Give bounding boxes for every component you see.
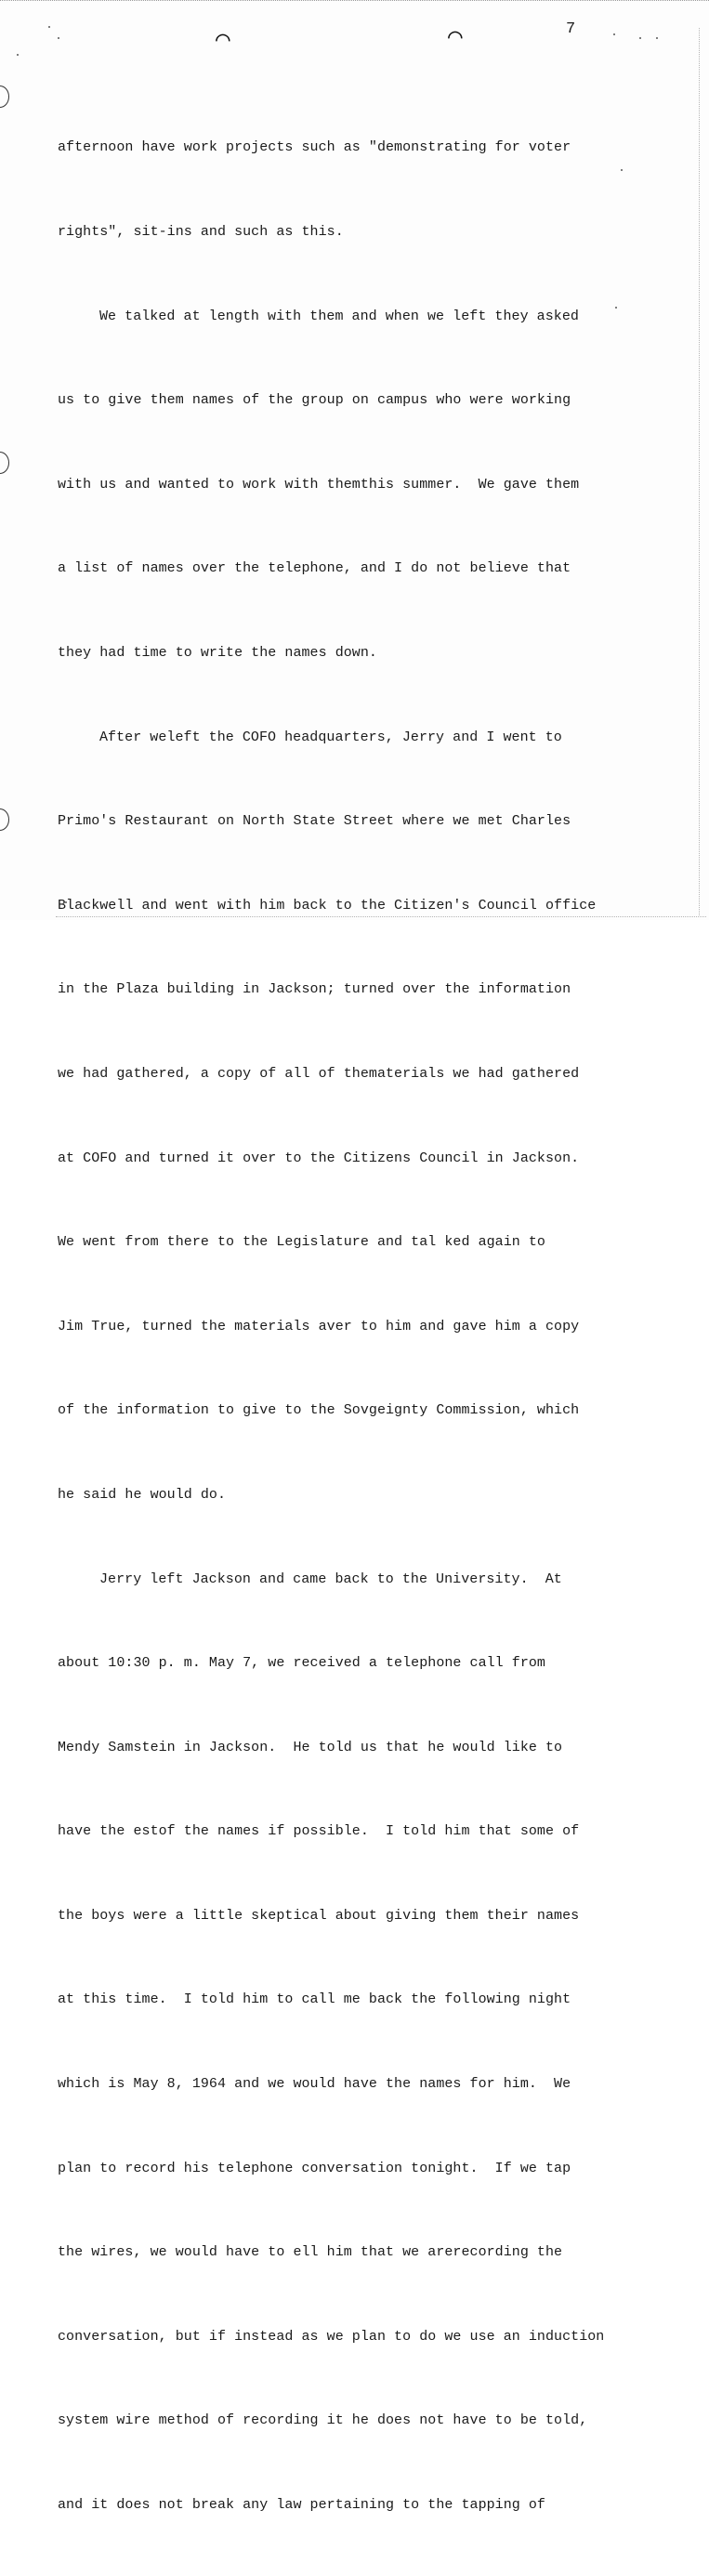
text-line: a list of names over the telephone, and I do not believe that xyxy=(58,560,571,577)
speck xyxy=(17,54,19,56)
text-line: Jim True, turned the materials aver to him and gave him a copy xyxy=(58,1318,580,1334)
text-line: us to give them names of the group on campus who were working xyxy=(58,392,571,409)
text-line: Blackwell and went with him back to the Citizen's Council office xyxy=(58,897,597,913)
text-line: the wires, we would have to ell him that we arerecording the xyxy=(58,2244,563,2261)
page-number: 7 xyxy=(566,20,576,38)
text-line: system wire method of recording it he does not have to be told, xyxy=(58,2412,588,2429)
staple-mark: ⌒ xyxy=(216,26,230,54)
text-line: plan to record his telephone conversation tonight. If we tap xyxy=(58,2160,571,2176)
text-line: they had time to write the names down. xyxy=(58,644,377,661)
speck xyxy=(48,26,50,28)
text-line: and it does not break any law pertaining to the tapping of xyxy=(58,2497,545,2514)
text-line: of the information to give to the Sovgeignty Commission, which xyxy=(58,1402,580,1419)
text-line: we had gathered, a copy of all of thematerials we had gathered xyxy=(58,1065,580,1082)
text-line: conversation, but if instead as we plan to do we use an induction xyxy=(58,2328,605,2345)
text-line: the boys were a little skeptical about giving them their names xyxy=(58,1907,580,1924)
top-edge-dots xyxy=(0,0,709,3)
text-line: which is May 8, 1964 and we would have the names for him. We xyxy=(58,2076,571,2093)
right-edge-line xyxy=(699,28,700,915)
text-line: Mendy Samstein in Jackson. He told us that he would like to xyxy=(58,1739,563,1755)
speck xyxy=(58,37,59,39)
text-line: afternoon have work projects such as "demonstrating for voter xyxy=(58,139,571,156)
text-line: have the estof the names if possible. I told him that some of xyxy=(58,1823,580,1840)
text-line: We talked at length with them and when we left they asked xyxy=(99,308,579,324)
text-line: Primo's Restaurant on North State Street where we met Charles xyxy=(58,813,571,830)
text-line: After weleft the COFO headquarters, Jerry and I went to xyxy=(99,729,562,745)
text-line: with us and wanted to work with themthis summer. We gave them xyxy=(58,476,580,493)
punch-hole-mark xyxy=(0,452,9,474)
text-line: in the Plaza building in Jackson; turned over the information xyxy=(58,981,571,998)
text-line: We went from there to the Legislature and tal ked again to xyxy=(58,1234,545,1251)
text-line: at COFO and turned it over to the Citizens Council in Jackson. xyxy=(58,1150,580,1166)
text-line: he said he would do. xyxy=(58,1486,227,1503)
speck xyxy=(656,37,658,39)
text-line: Jerry left Jackson and came back to the University. At xyxy=(99,1571,562,1587)
staple-mark: ⌒ xyxy=(448,23,463,51)
text-line: at this time. I told him to call me back the following night xyxy=(58,1991,571,2008)
typed-body-text xyxy=(58,78,652,2576)
speck xyxy=(639,37,641,39)
text-line: about 10:30 p. m. May 7, we received a telephone call from xyxy=(58,1655,545,1672)
text-line: rights", sit-ins and such as this. xyxy=(58,224,344,240)
speck xyxy=(613,33,615,35)
punch-hole-mark xyxy=(0,808,9,831)
punch-hole-mark xyxy=(0,85,9,108)
